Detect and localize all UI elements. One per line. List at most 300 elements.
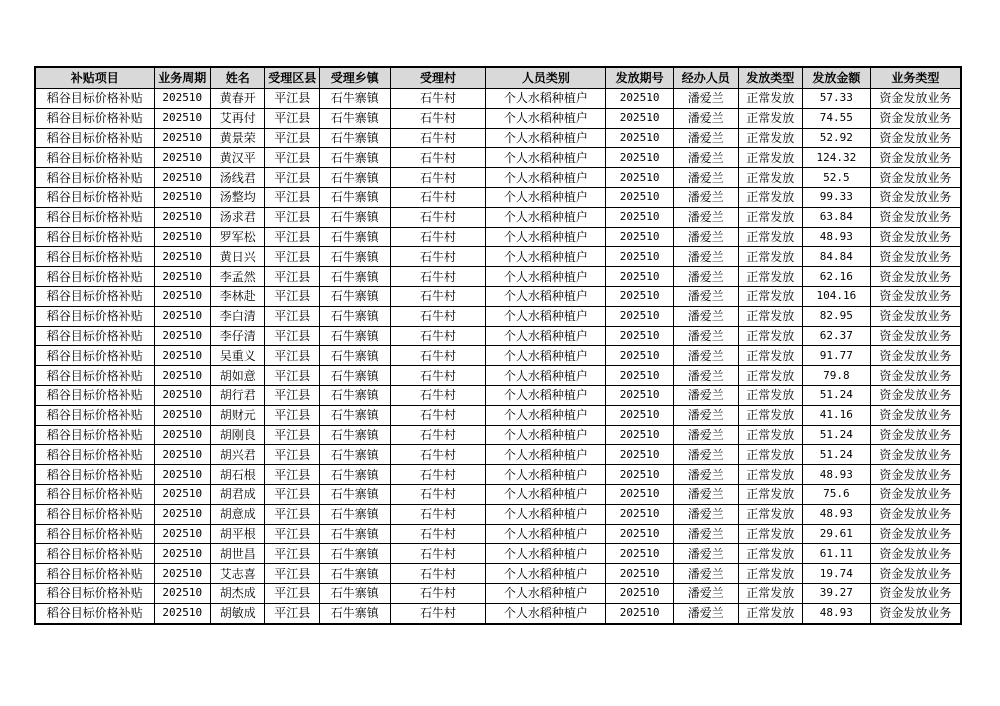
person-category-cell: 个人水稻种植户: [486, 504, 606, 524]
person-category-cell: 个人水稻种植户: [486, 306, 606, 326]
business-type-cell: 资金发放业务: [870, 603, 961, 623]
handler-cell: 潘爱兰: [673, 346, 738, 366]
person-category-cell: 个人水稻种植户: [486, 385, 606, 405]
amount-cell: 62.16: [803, 267, 871, 287]
county-cell: 平江县: [265, 326, 319, 346]
county-cell: 平江县: [265, 603, 319, 623]
town-cell: 石牛寨镇: [319, 366, 390, 386]
table-row: [35, 207, 961, 227]
issue-type-cell: 正常发放: [738, 207, 803, 227]
issue-type-cell: 正常发放: [738, 544, 803, 564]
name-cell: 胡世昌: [211, 544, 265, 564]
handler-cell: 潘爱兰: [673, 286, 738, 306]
handler-cell: 潘爱兰: [673, 484, 738, 504]
county-cell: 平江县: [265, 267, 319, 287]
handler-cell: 潘爱兰: [673, 524, 738, 544]
town-cell: 石牛寨镇: [319, 148, 390, 168]
person-category-cell: 个人水稻种植户: [486, 405, 606, 425]
issue-type-cell: 正常发放: [738, 603, 803, 623]
county-cell: 平江县: [265, 484, 319, 504]
subsidy-item-cell: 稻谷目标价格补贴: [35, 89, 154, 109]
person-category-cell: 个人水稻种植户: [486, 148, 606, 168]
issue-number-cell: 202510: [606, 267, 674, 287]
business-type-cell: 资金发放业务: [870, 168, 961, 188]
village-cell: 石牛村: [390, 603, 486, 623]
subsidy-item-cell: 稻谷目标价格补贴: [35, 108, 154, 128]
issue-number-cell: 202510: [606, 247, 674, 267]
issue-type-cell: 正常发放: [738, 504, 803, 524]
issue-type-cell: 正常发放: [738, 405, 803, 425]
handler-cell: 潘爱兰: [673, 227, 738, 247]
town-cell: 石牛寨镇: [319, 544, 390, 564]
village-cell: 石牛村: [390, 524, 486, 544]
name-cell: 胡财元: [211, 405, 265, 425]
issue-type-cell: 正常发放: [738, 306, 803, 326]
business-type-cell: 资金发放业务: [870, 247, 961, 267]
village-cell: 石牛村: [390, 286, 486, 306]
issue-number-cell: 202510: [606, 465, 674, 485]
handler-cell: 潘爱兰: [673, 405, 738, 425]
town-cell: 石牛寨镇: [319, 504, 390, 524]
col-header-town: 受理乡镇: [319, 67, 390, 89]
town-cell: 石牛寨镇: [319, 286, 390, 306]
handler-cell: 潘爱兰: [673, 207, 738, 227]
village-cell: 石牛村: [390, 306, 486, 326]
issue-type-cell: 正常发放: [738, 227, 803, 247]
issue-type-cell: 正常发放: [738, 484, 803, 504]
village-cell: 石牛村: [390, 366, 486, 386]
town-cell: 石牛寨镇: [319, 247, 390, 267]
amount-cell: 91.77: [803, 346, 871, 366]
county-cell: 平江县: [265, 346, 319, 366]
subsidy-item-cell: 稻谷目标价格补贴: [35, 603, 154, 623]
name-cell: 胡石根: [211, 465, 265, 485]
issue-number-cell: 202510: [606, 445, 674, 465]
business-period-cell: 202510: [154, 148, 210, 168]
issue-number-cell: 202510: [606, 583, 674, 603]
issue-type-cell: 正常发放: [738, 187, 803, 207]
village-cell: 石牛村: [390, 247, 486, 267]
county-cell: 平江县: [265, 524, 319, 544]
issue-number-cell: 202510: [606, 425, 674, 445]
business-period-cell: 202510: [154, 524, 210, 544]
issue-number-cell: 202510: [606, 564, 674, 584]
name-cell: 黄日兴: [211, 247, 265, 267]
subsidy-item-cell: 稻谷目标价格补贴: [35, 346, 154, 366]
name-cell: 汤求君: [211, 207, 265, 227]
issue-type-cell: 正常发放: [738, 564, 803, 584]
amount-cell: 52.5: [803, 168, 871, 188]
village-cell: 石牛村: [390, 385, 486, 405]
amount-cell: 99.33: [803, 187, 871, 207]
issue-type-cell: 正常发放: [738, 267, 803, 287]
town-cell: 石牛寨镇: [319, 425, 390, 445]
person-category-cell: 个人水稻种植户: [486, 484, 606, 504]
col-header-handler: 经办人员: [673, 67, 738, 89]
business-type-cell: 资金发放业务: [870, 148, 961, 168]
village-cell: 石牛村: [390, 128, 486, 148]
business-period-cell: 202510: [154, 227, 210, 247]
person-category-cell: 个人水稻种植户: [486, 326, 606, 346]
town-cell: 石牛寨镇: [319, 207, 390, 227]
county-cell: 平江县: [265, 306, 319, 326]
name-cell: 汤整均: [211, 187, 265, 207]
handler-cell: 潘爱兰: [673, 603, 738, 623]
handler-cell: 潘爱兰: [673, 564, 738, 584]
amount-cell: 39.27: [803, 583, 871, 603]
business-period-cell: 202510: [154, 187, 210, 207]
business-period-cell: 202510: [154, 306, 210, 326]
handler-cell: 潘爱兰: [673, 425, 738, 445]
business-type-cell: 资金发放业务: [870, 405, 961, 425]
handler-cell: 潘爱兰: [673, 89, 738, 109]
person-category-cell: 个人水稻种植户: [486, 583, 606, 603]
handler-cell: 潘爱兰: [673, 247, 738, 267]
town-cell: 石牛寨镇: [319, 583, 390, 603]
person-category-cell: 个人水稻种植户: [486, 445, 606, 465]
issue-type-cell: 正常发放: [738, 108, 803, 128]
business-period-cell: 202510: [154, 385, 210, 405]
name-cell: 胡刚良: [211, 425, 265, 445]
village-cell: 石牛村: [390, 425, 486, 445]
table-row: [35, 385, 961, 405]
village-cell: 石牛村: [390, 484, 486, 504]
table-row: [35, 564, 961, 584]
business-period-cell: 202510: [154, 544, 210, 564]
person-category-cell: 个人水稻种植户: [486, 89, 606, 109]
village-cell: 石牛村: [390, 227, 486, 247]
issue-number-cell: 202510: [606, 603, 674, 623]
county-cell: 平江县: [265, 148, 319, 168]
business-period-cell: 202510: [154, 89, 210, 109]
issue-number-cell: 202510: [606, 227, 674, 247]
table-row: [35, 346, 961, 366]
subsidy-item-cell: 稻谷目标价格补贴: [35, 445, 154, 465]
handler-cell: 潘爱兰: [673, 366, 738, 386]
amount-cell: 84.84: [803, 247, 871, 267]
business-type-cell: 资金发放业务: [870, 267, 961, 287]
village-cell: 石牛村: [390, 346, 486, 366]
col-header-name: 姓名: [211, 67, 265, 89]
issue-number-cell: 202510: [606, 544, 674, 564]
name-cell: 艾再付: [211, 108, 265, 128]
amount-cell: 48.93: [803, 504, 871, 524]
county-cell: 平江县: [265, 108, 319, 128]
issue-number-cell: 202510: [606, 89, 674, 109]
business-type-cell: 资金发放业务: [870, 504, 961, 524]
amount-cell: 29.61: [803, 524, 871, 544]
handler-cell: 潘爱兰: [673, 168, 738, 188]
issue-type-cell: 正常发放: [738, 247, 803, 267]
amount-cell: 82.95: [803, 306, 871, 326]
table-row: [35, 326, 961, 346]
col-header-issue-number: 发放期号: [606, 67, 674, 89]
issue-type-cell: 正常发放: [738, 445, 803, 465]
col-header-business-period: 业务周期: [154, 67, 210, 89]
subsidy-item-cell: 稻谷目标价格补贴: [35, 286, 154, 306]
amount-cell: 52.92: [803, 128, 871, 148]
village-cell: 石牛村: [390, 583, 486, 603]
business-type-cell: 资金发放业务: [870, 286, 961, 306]
village-cell: 石牛村: [390, 89, 486, 109]
business-type-cell: 资金发放业务: [870, 227, 961, 247]
issue-type-cell: 正常发放: [738, 583, 803, 603]
business-period-cell: 202510: [154, 465, 210, 485]
issue-type-cell: 正常发放: [738, 168, 803, 188]
handler-cell: 潘爱兰: [673, 445, 738, 465]
handler-cell: 潘爱兰: [673, 326, 738, 346]
business-period-cell: 202510: [154, 286, 210, 306]
amount-cell: 61.11: [803, 544, 871, 564]
town-cell: 石牛寨镇: [319, 445, 390, 465]
village-cell: 石牛村: [390, 187, 486, 207]
business-period-cell: 202510: [154, 128, 210, 148]
amount-cell: 62.37: [803, 326, 871, 346]
subsidy-item-cell: 稻谷目标价格补贴: [35, 583, 154, 603]
handler-cell: 潘爱兰: [673, 385, 738, 405]
business-type-cell: 资金发放业务: [870, 326, 961, 346]
town-cell: 石牛寨镇: [319, 484, 390, 504]
subsidy-item-cell: 稻谷目标价格补贴: [35, 484, 154, 504]
issue-type-cell: 正常发放: [738, 524, 803, 544]
issue-number-cell: 202510: [606, 524, 674, 544]
name-cell: 黄景荣: [211, 128, 265, 148]
amount-cell: 48.93: [803, 227, 871, 247]
business-period-cell: 202510: [154, 425, 210, 445]
town-cell: 石牛寨镇: [319, 187, 390, 207]
business-period-cell: 202510: [154, 564, 210, 584]
business-type-cell: 资金发放业务: [870, 385, 961, 405]
person-category-cell: 个人水稻种植户: [486, 247, 606, 267]
name-cell: 李林赴: [211, 286, 265, 306]
subsidy-item-cell: 稻谷目标价格补贴: [35, 128, 154, 148]
name-cell: 胡杰成: [211, 583, 265, 603]
table-row: [35, 108, 961, 128]
issue-type-cell: 正常发放: [738, 366, 803, 386]
issue-number-cell: 202510: [606, 484, 674, 504]
table-row: [35, 425, 961, 445]
name-cell: 黄汉平: [211, 148, 265, 168]
county-cell: 平江县: [265, 247, 319, 267]
handler-cell: 潘爱兰: [673, 108, 738, 128]
county-cell: 平江县: [265, 425, 319, 445]
table-row: [35, 128, 961, 148]
county-cell: 平江县: [265, 564, 319, 584]
name-cell: 胡兴君: [211, 445, 265, 465]
issue-type-cell: 正常发放: [738, 385, 803, 405]
subsidy-item-cell: 稻谷目标价格补贴: [35, 267, 154, 287]
issue-number-cell: 202510: [606, 108, 674, 128]
person-category-cell: 个人水稻种植户: [486, 465, 606, 485]
business-period-cell: 202510: [154, 326, 210, 346]
business-type-cell: 资金发放业务: [870, 207, 961, 227]
village-cell: 石牛村: [390, 326, 486, 346]
table-body: [35, 89, 961, 624]
issue-number-cell: 202510: [606, 128, 674, 148]
table-row: [35, 306, 961, 326]
town-cell: 石牛寨镇: [319, 405, 390, 425]
issue-number-cell: 202510: [606, 504, 674, 524]
business-type-cell: 资金发放业务: [870, 484, 961, 504]
name-cell: 胡平根: [211, 524, 265, 544]
table-row: [35, 286, 961, 306]
table-row: [35, 148, 961, 168]
business-type-cell: 资金发放业务: [870, 425, 961, 445]
col-header-business-type: 业务类型: [870, 67, 961, 89]
table-row: [35, 405, 961, 425]
amount-cell: 79.8: [803, 366, 871, 386]
person-category-cell: 个人水稻种植户: [486, 524, 606, 544]
amount-cell: 104.16: [803, 286, 871, 306]
business-type-cell: 资金发放业务: [870, 583, 961, 603]
town-cell: 石牛寨镇: [319, 128, 390, 148]
county-cell: 平江县: [265, 227, 319, 247]
col-header-person-category: 人员类别: [486, 67, 606, 89]
issue-number-cell: 202510: [606, 187, 674, 207]
issue-type-cell: 正常发放: [738, 465, 803, 485]
table-row: [35, 504, 961, 524]
subsidy-table: [34, 66, 962, 625]
name-cell: 吴重义: [211, 346, 265, 366]
business-type-cell: 资金发放业务: [870, 465, 961, 485]
county-cell: 平江县: [265, 445, 319, 465]
subsidy-item-cell: 稻谷目标价格补贴: [35, 405, 154, 425]
county-cell: 平江县: [265, 583, 319, 603]
name-cell: 胡意成: [211, 504, 265, 524]
village-cell: 石牛村: [390, 504, 486, 524]
issue-number-cell: 202510: [606, 346, 674, 366]
issue-number-cell: 202510: [606, 306, 674, 326]
town-cell: 石牛寨镇: [319, 89, 390, 109]
amount-cell: 48.93: [803, 603, 871, 623]
subsidy-item-cell: 稻谷目标价格补贴: [35, 187, 154, 207]
person-category-cell: 个人水稻种植户: [486, 544, 606, 564]
business-period-cell: 202510: [154, 267, 210, 287]
table-row: [35, 524, 961, 544]
village-cell: 石牛村: [390, 564, 486, 584]
issue-type-cell: 正常发放: [738, 286, 803, 306]
name-cell: 胡行君: [211, 385, 265, 405]
handler-cell: 潘爱兰: [673, 465, 738, 485]
village-cell: 石牛村: [390, 108, 486, 128]
amount-cell: 74.55: [803, 108, 871, 128]
person-category-cell: 个人水稻种植户: [486, 366, 606, 386]
person-category-cell: 个人水稻种植户: [486, 207, 606, 227]
business-period-cell: 202510: [154, 168, 210, 188]
person-category-cell: 个人水稻种植户: [486, 168, 606, 188]
col-header-county: 受理区县: [265, 67, 319, 89]
town-cell: 石牛寨镇: [319, 108, 390, 128]
county-cell: 平江县: [265, 366, 319, 386]
person-category-cell: 个人水稻种植户: [486, 564, 606, 584]
town-cell: 石牛寨镇: [319, 346, 390, 366]
name-cell: 黄春开: [211, 89, 265, 109]
county-cell: 平江县: [265, 128, 319, 148]
table-row: [35, 267, 961, 287]
name-cell: 罗军松: [211, 227, 265, 247]
issue-number-cell: 202510: [606, 207, 674, 227]
town-cell: 石牛寨镇: [319, 168, 390, 188]
amount-cell: 19.74: [803, 564, 871, 584]
village-cell: 石牛村: [390, 405, 486, 425]
business-period-cell: 202510: [154, 583, 210, 603]
issue-number-cell: 202510: [606, 405, 674, 425]
subsidy-item-cell: 稻谷目标价格补贴: [35, 326, 154, 346]
handler-cell: 潘爱兰: [673, 267, 738, 287]
issue-number-cell: 202510: [606, 326, 674, 346]
table-row: [35, 465, 961, 485]
subsidy-item-cell: 稻谷目标价格补贴: [35, 168, 154, 188]
business-period-cell: 202510: [154, 405, 210, 425]
person-category-cell: 个人水稻种植户: [486, 128, 606, 148]
village-cell: 石牛村: [390, 465, 486, 485]
county-cell: 平江县: [265, 207, 319, 227]
name-cell: 胡如意: [211, 366, 265, 386]
business-type-cell: 资金发放业务: [870, 89, 961, 109]
village-cell: 石牛村: [390, 445, 486, 465]
handler-cell: 潘爱兰: [673, 148, 738, 168]
person-category-cell: 个人水稻种植户: [486, 227, 606, 247]
subsidy-item-cell: 稻谷目标价格补贴: [35, 564, 154, 584]
issue-type-cell: 正常发放: [738, 326, 803, 346]
county-cell: 平江县: [265, 168, 319, 188]
name-cell: 艾志喜: [211, 564, 265, 584]
person-category-cell: 个人水稻种植户: [486, 425, 606, 445]
person-category-cell: 个人水稻种植户: [486, 187, 606, 207]
amount-cell: 75.6: [803, 484, 871, 504]
col-header-amount: 发放金额: [803, 67, 871, 89]
amount-cell: 51.24: [803, 425, 871, 445]
town-cell: 石牛寨镇: [319, 465, 390, 485]
village-cell: 石牛村: [390, 544, 486, 564]
person-category-cell: 个人水稻种植户: [486, 603, 606, 623]
issue-number-cell: 202510: [606, 385, 674, 405]
issue-type-cell: 正常发放: [738, 346, 803, 366]
table-row: [35, 89, 961, 109]
town-cell: 石牛寨镇: [319, 267, 390, 287]
county-cell: 平江县: [265, 504, 319, 524]
subsidy-item-cell: 稻谷目标价格补贴: [35, 148, 154, 168]
subsidy-item-cell: 稻谷目标价格补贴: [35, 247, 154, 267]
subsidy-item-cell: 稻谷目标价格补贴: [35, 207, 154, 227]
issue-number-cell: 202510: [606, 148, 674, 168]
table-row: [35, 484, 961, 504]
town-cell: 石牛寨镇: [319, 524, 390, 544]
subsidy-item-cell: 稻谷目标价格补贴: [35, 544, 154, 564]
amount-cell: 48.93: [803, 465, 871, 485]
business-period-cell: 202510: [154, 346, 210, 366]
name-cell: 李白清: [211, 306, 265, 326]
town-cell: 石牛寨镇: [319, 385, 390, 405]
village-cell: 石牛村: [390, 207, 486, 227]
subsidy-item-cell: 稻谷目标价格补贴: [35, 524, 154, 544]
table-row: [35, 445, 961, 465]
amount-cell: 57.33: [803, 89, 871, 109]
business-period-cell: 202510: [154, 207, 210, 227]
county-cell: 平江县: [265, 465, 319, 485]
county-cell: 平江县: [265, 544, 319, 564]
table-row: [35, 583, 961, 603]
handler-cell: 潘爱兰: [673, 504, 738, 524]
name-cell: 李孟然: [211, 267, 265, 287]
handler-cell: 潘爱兰: [673, 128, 738, 148]
county-cell: 平江县: [265, 286, 319, 306]
amount-cell: 51.24: [803, 385, 871, 405]
issue-number-cell: 202510: [606, 366, 674, 386]
village-cell: 石牛村: [390, 148, 486, 168]
town-cell: 石牛寨镇: [319, 227, 390, 247]
business-type-cell: 资金发放业务: [870, 346, 961, 366]
